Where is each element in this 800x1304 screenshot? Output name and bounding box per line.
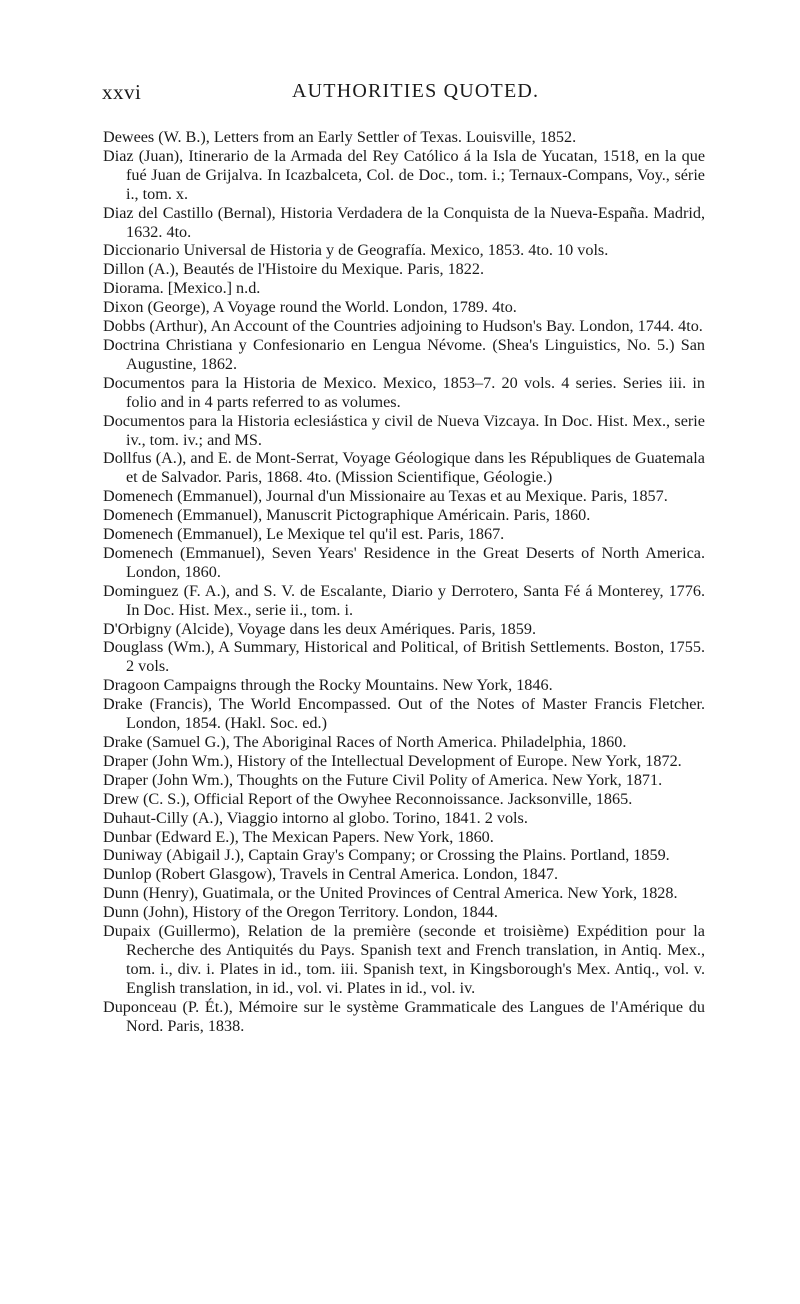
bibliography-entry: Drew (C. S.), Official Report of the Owyhee Reconnoissance. Jacksonville, 1865. <box>103 789 633 808</box>
bibliography-entry: Dollfus (A.), and E. de Mont-Serrat, Voyage Géologique dans les Républiques de Guatemala et de Salvador. Paris, 1868. 4to. (Mission Scientifique, Géologie.) <box>103 449 705 487</box>
bibliography-entry: Dunlop (Robert Glasgow), Travels in Central America. London, 1847. <box>103 865 558 884</box>
bibliography-entry: Dillon (A.), Beautés de l'Histoire du Mexique. Paris, 1822. <box>103 260 485 279</box>
bibliography-entry: Documentos para la Historia eclesiástica y civil de Nueva Vizcaya. In Doc. Hist. Mex., serie iv., tom. iv.; and MS. <box>103 411 705 449</box>
bibliography-entry: Diccionario Universal de Historia y de Geografía. Mexico, 1853. 4to. 10 vols. <box>103 241 609 260</box>
bibliography-entry: Dupaix (Guillermo), Relation de la première (seconde et troisième) Expédition pour la Recherche des Antiquités du Pays. Spanish text and French translation, in Antiq. Mex., tom. i., div. i. Plates in id., tom. iii. Spanish text, in Kingsborough's Mex. Antiq., vol. v. English translation, in id., vol. vi. Plates in id., vol. iv. <box>103 922 705 997</box>
bibliography-entry: Drake (Francis), The World Encompassed. Out of the Notes of Master Francis Fletcher. London, 1854. (Hakl. Soc. ed.) <box>103 695 705 733</box>
running-title: AUTHORITIES QUOTED. <box>292 80 540 102</box>
bibliography-entry: Dominguez (F. A.), and S. V. de Escalante, Diario y Derrotero, Santa Fé á Monterey, 1776. In Doc. Hist. Mex., serie ii., tom. i. <box>103 581 705 619</box>
bibliography-entry: Dobbs (Arthur), An Account of the Countries adjoining to Hudson's Bay. London, 1744. 4to. <box>103 317 703 336</box>
bibliography-list <box>103 128 705 1036</box>
bibliography-entry: Diaz (Juan), Itinerario de la Armada del Rey Católico á la Isla de Yucatan, 1518, en la que fué Juan de Grijalva. In Icazbalceta, Col. de Doc., tom. i.; Ternaux-Compans, Voy., série i., tom. x. <box>103 146 705 203</box>
page-header <box>102 80 706 110</box>
bibliography-entry: Dunbar (Edward E.), The Mexican Papers. New York, 1860. <box>103 827 494 846</box>
bibliography-entry: Dewees (W. B.), Letters from an Early Settler of Texas. Louisville, 1852. <box>103 128 577 146</box>
bibliography-entry: Dunn (Henry), Guatimala, or the United Provinces of Central America. New York, 1828. <box>103 884 678 903</box>
bibliography-entry: Doctrina Christiana y Confesionario en Lengua Névome. (Shea's Linguistics, No. 5.) San Augustine, 1862. <box>103 335 705 373</box>
bibliography-entry: Domenech (Emmanuel), Seven Years' Residence in the Great Deserts of North America. London, 1860. <box>103 543 705 581</box>
bibliography-entry: Domenech (Emmanuel), Journal d'un Missionaire au Texas et au Mexique. Paris, 1857. <box>103 487 668 506</box>
bibliography-entry: Drake (Samuel G.), The Aboriginal Races of North America. Philadelphia, 1860. <box>103 733 627 751</box>
bibliography-entry: Douglass (Wm.), A Summary, Historical and Political, of British Settlements. Boston, 1755. 2 vols. <box>103 638 705 676</box>
bibliography-entry: Draper (John Wm.), History of the Intellectual Development of Europe. New York, 1872. <box>103 751 682 770</box>
bibliography-entry: Diorama. [Mexico.] n.d. <box>103 279 261 298</box>
bibliography-entry: D'Orbigny (Alcide), Voyage dans les deux Amériques. Paris, 1859. <box>103 619 537 638</box>
bibliography-entry: Duponceau (P. Ét.), Mémoire sur le système Grammaticale des Langues de l'Amérique du Nord. Paris, 1838. <box>103 997 705 1035</box>
bibliography-entry: Domenech (Emmanuel), Le Mexique tel qu'il est. Paris, 1867. <box>103 525 505 544</box>
page-number: xxvi <box>102 80 142 104</box>
bibliography-entry: Dunn (John), History of the Oregon Territory. London, 1844. <box>103 903 498 922</box>
bibliography-entry: Duniway (Abigail J.), Captain Gray's Company; or Crossing the Plains. Portland, 1859. <box>103 846 670 865</box>
bibliography-entry: Domenech (Emmanuel), Manuscrit Pictographique Américain. Paris, 1860. <box>103 506 591 525</box>
bibliography-entry: Dragoon Campaigns through the Rocky Mountains. New York, 1846. <box>103 676 553 695</box>
bibliography-entry: Draper (John Wm.), Thoughts on the Future Civil Polity of America. New York, 1871. <box>103 770 663 789</box>
bibliography-entry: Documentos para la Historia de Mexico. Mexico, 1853–7. 20 vols. 4 series. Series iii. in folio and in 4 parts referred to as volumes. <box>103 373 705 411</box>
bibliography-entry: Dixon (George), A Voyage round the World. London, 1789. 4to. <box>103 298 517 317</box>
bibliography-entry: Duhaut-Cilly (A.), Viaggio intorno al globo. Torino, 1841. 2 vols. <box>103 808 528 827</box>
bibliography-entry: Diaz del Castillo (Bernal), Historia Verdadera de la Conquista de la Nueva-España. Madrid, 1632. 4to. <box>103 203 705 241</box>
